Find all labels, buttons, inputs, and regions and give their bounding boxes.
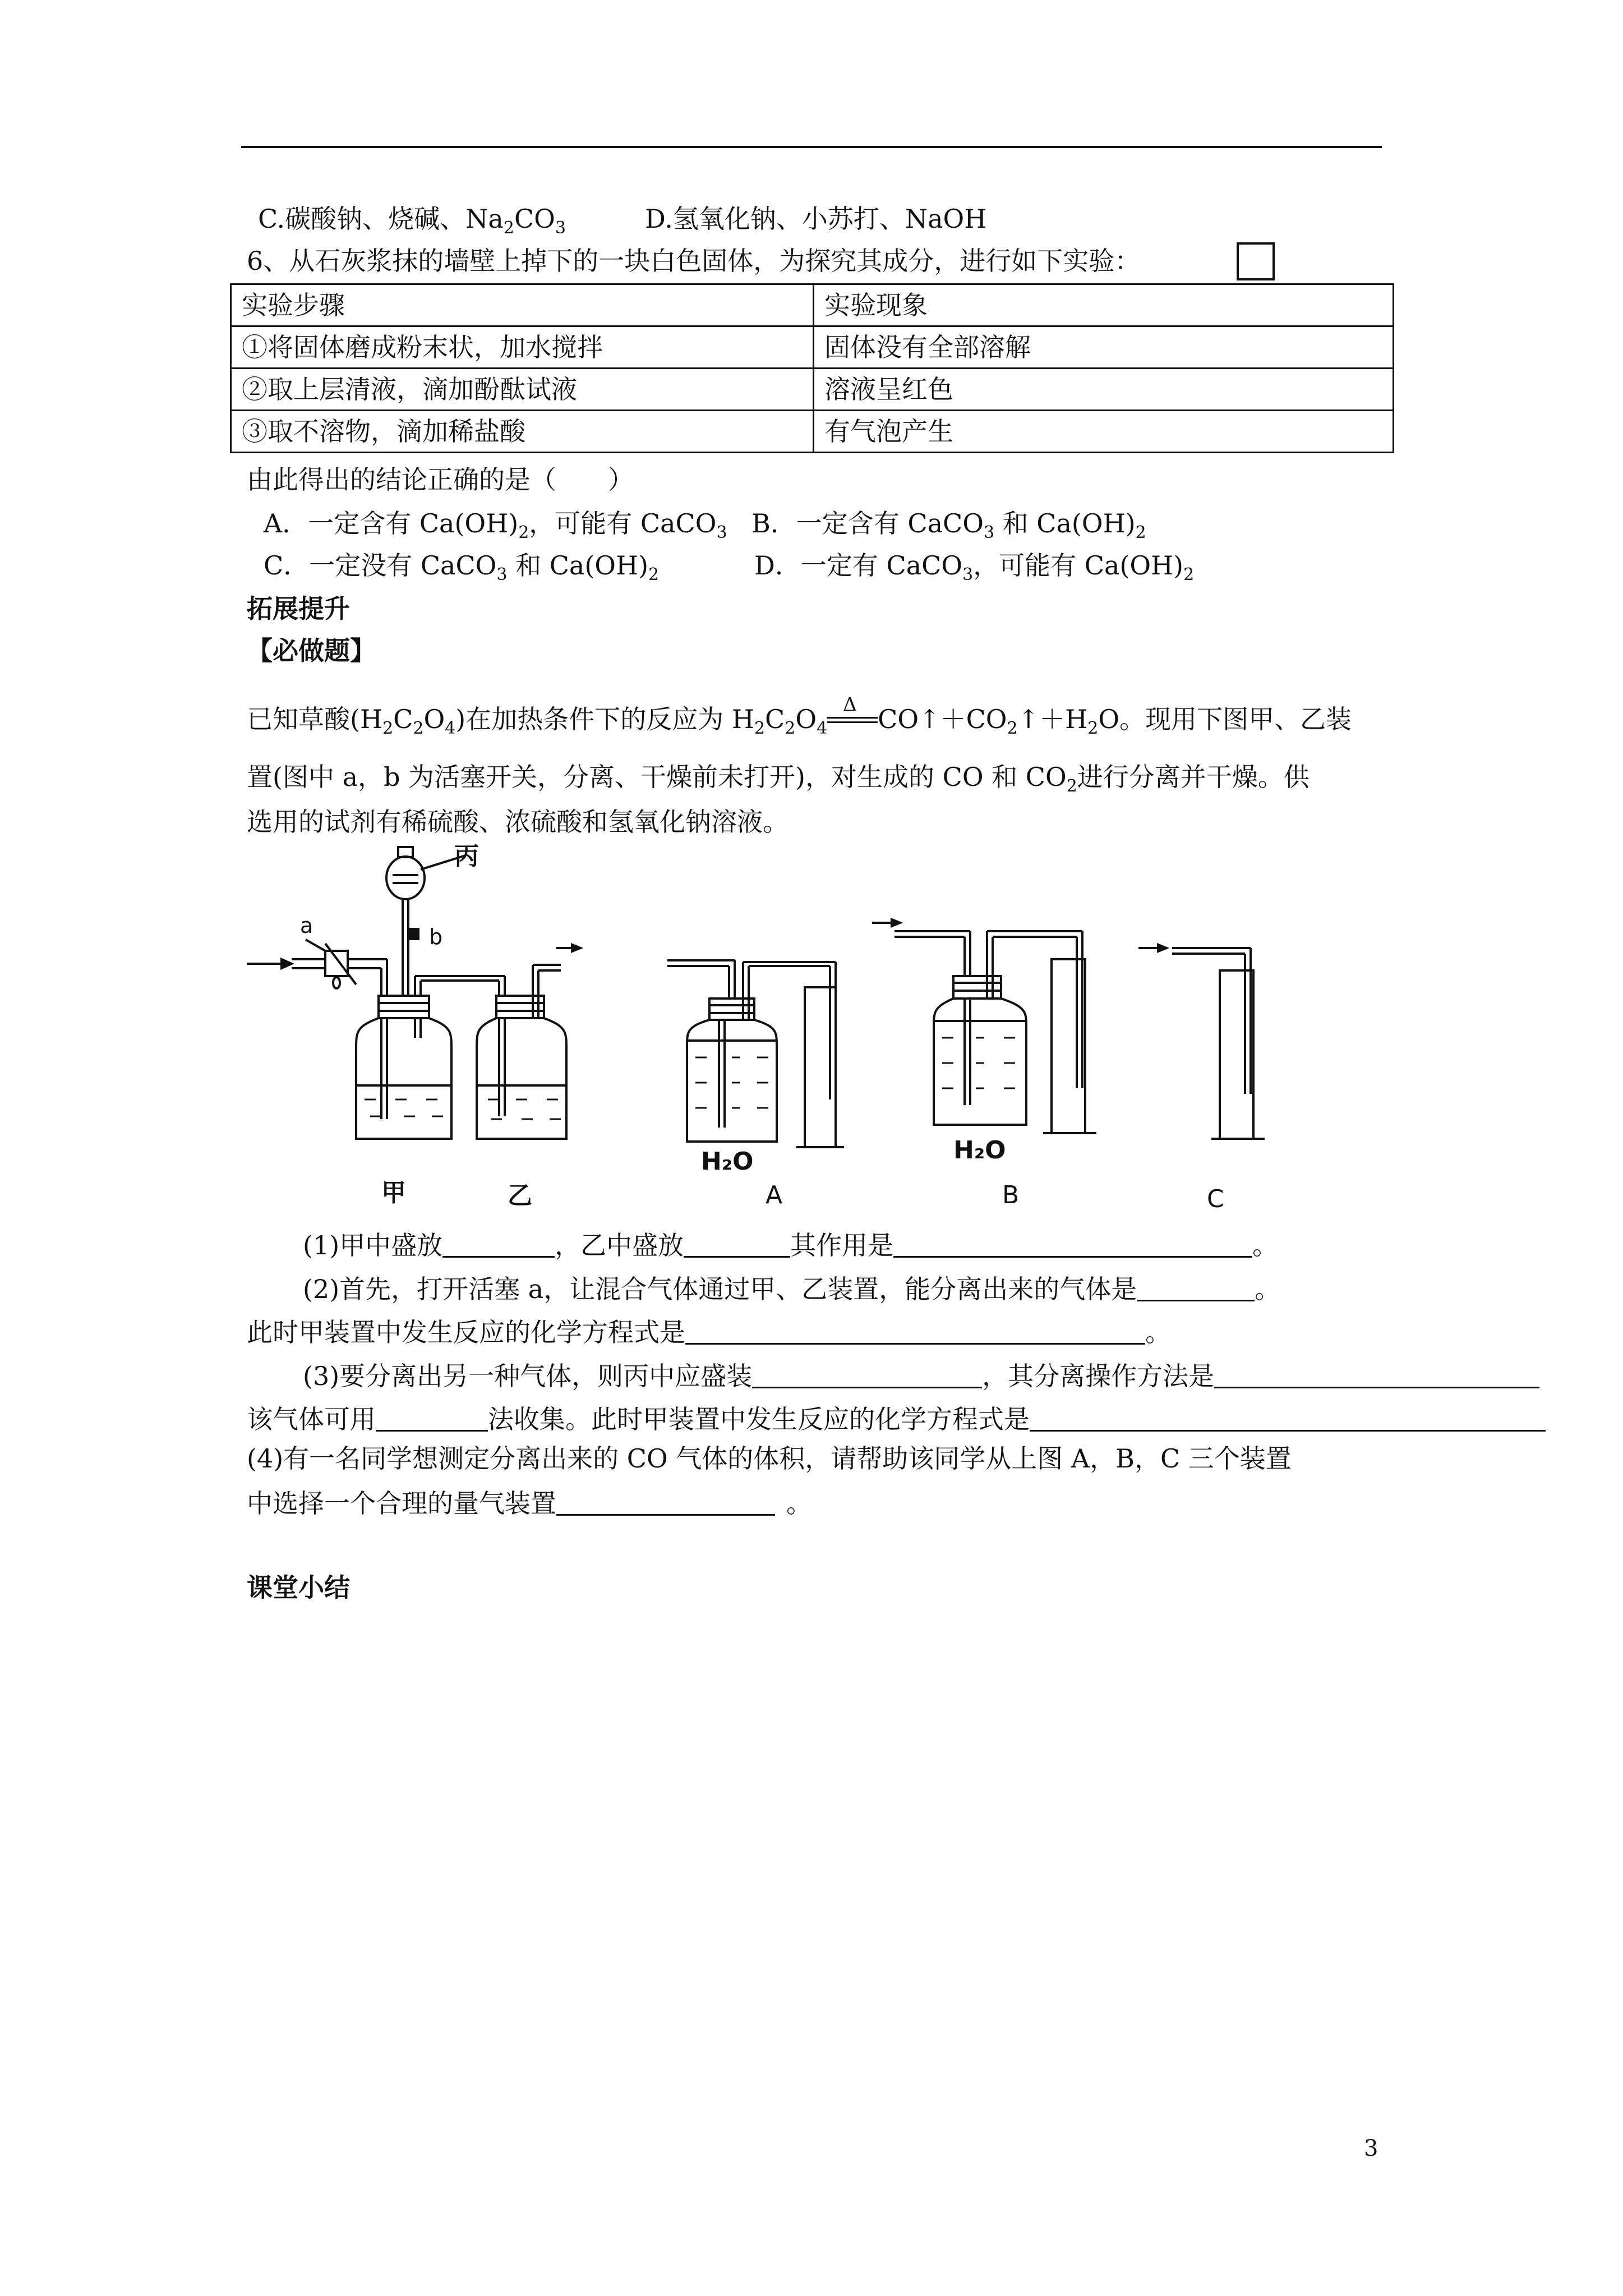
apparatus-figure [241,836,1295,1228]
apparatus-c [1138,945,1265,1139]
q6-question: 由此得出的结论正确的是（ ） [247,464,634,495]
label-C: C [1207,1185,1224,1213]
page-number: 3 [1364,2136,1378,2161]
separatory-funnel [386,847,465,976]
answer-blank[interactable] [556,1489,775,1516]
intro-line-3: 选用的试剂有稀硫酸、浓硫酸和氢氧化钠溶液。 [247,807,789,837]
table-cell: ③取不溶物，滴加稀盐酸 [231,411,814,453]
answer-blank[interactable] [752,1362,982,1388]
q6-option-d: D．一定有 CaCO$_3$，可能有 $Ca(OH)_2$ [754,550,1195,585]
table-header-row [231,284,1394,326]
question-2: (2)首先，打开活塞 a，让混合气体通过甲、乙装置，能分离出来的气体是 。 [303,1274,1281,1304]
bottle-yi [477,945,580,1139]
bottle-jia [356,976,505,1139]
question-2-b: 此时甲装置中发生反应的化学方程式是 。 [247,1317,1171,1347]
apparatus-b [872,919,1096,1133]
header-step: 实验步骤 [231,284,814,326]
label-b: b [429,924,443,949]
question-3: (3)要分离出另一种气体，则丙中应盛装 ，其分离操作方法是 [303,1359,1539,1393]
answer-blank[interactable] [893,1231,1252,1258]
option-c: C.碳酸钠、烧碱、$Na_2CO_3$ [258,204,566,238]
table-cell: 溶液呈红色 [814,369,1394,411]
q6-option-b: B．一定含有 CaCO$_3$ 和 $Ca(OH)_2$ [751,508,1146,542]
table-cell: ②取上层清液，滴加酚酞试液 [231,369,814,411]
answer-box[interactable] [1237,242,1275,280]
reaction-arrow [827,693,878,734]
experiment-table [230,283,1394,453]
table-row [231,326,1394,369]
intro-line-2: 置(图中 a，b 为活塞开关，分离、干燥前未打开)，对生成的 CO 和 $CO_2$进行分离并干燥。供 [247,762,1310,796]
table-row [231,369,1394,411]
label-B: B [1002,1181,1020,1209]
label-yi: 乙 [508,1181,532,1210]
table-cell: ①将固体磨成粉末状，加水搅拌 [231,326,814,369]
q6-option-c: C．一定没有 CaCO$_3$ 和 $Ca(OH)_2$ [264,550,660,585]
answer-blank[interactable] [376,1405,488,1432]
apparatus-a [667,960,844,1147]
must-do-label: 【必做题】 [247,636,376,666]
section-title: 拓展提升 [247,593,350,624]
answer-blank[interactable] [685,1318,1145,1345]
label-a: a [300,913,313,938]
label-h2o-b: H₂O [953,1136,1006,1165]
header-rule [241,146,1382,148]
label-h2o-a: H₂O [701,1147,754,1176]
q6-option-a: A．一定含有 $Ca(OH)_2$，可能有 CaCO$_3$ [264,508,727,542]
question-4-b: 中选择一个合理的量气装置 。 [247,1488,812,1519]
intro-line-1: 已知草酸$(H_2C_2O_4)$在加热条件下的反应为 $H_2C_2O_4$ Δ $CO↑+CO_2↑+H_2O$。现用下图甲、乙装 [247,702,1352,736]
table-cell: 有气泡产生 [814,411,1394,453]
label-jia: 甲 [381,1179,406,1207]
answer-blank[interactable] [1030,1405,1546,1432]
question-4: (4)有一名同学想测定分离出来的 CO 气体的体积，请帮助该同学从上图 A，B，C 三个装置 [247,1443,1292,1474]
summary-title: 课堂小结 [247,1572,350,1603]
label-bing: 丙 [454,842,479,871]
table-row [231,411,1394,453]
delta-symbol: Δ [843,693,857,716]
option-d: D.氢氧化钠、小苏打、NaOH [645,204,987,234]
question-1: (1)甲中盛放 ，乙中盛放 其作用是 。 [303,1230,1279,1260]
answer-blank[interactable] [442,1231,555,1258]
label-A: A [766,1181,783,1209]
answer-blank[interactable] [684,1231,790,1258]
answer-blank[interactable] [1137,1275,1255,1301]
table-cell: 固体没有全部溶解 [814,326,1394,369]
inlet-tube [247,940,387,1010]
water-dashes [365,1038,1015,1119]
answer-blank[interactable] [1214,1362,1539,1388]
q6-stem: 6、从石灰浆抹的墙壁上掉下的一块白色固体，为探究其成分，进行如下实验： [247,246,1141,276]
header-phenomenon: 实验现象 [814,284,1394,326]
question-3-b: 该气体可用 法收集。此时甲装置中发生反应的化学方程式是 [247,1402,1546,1436]
